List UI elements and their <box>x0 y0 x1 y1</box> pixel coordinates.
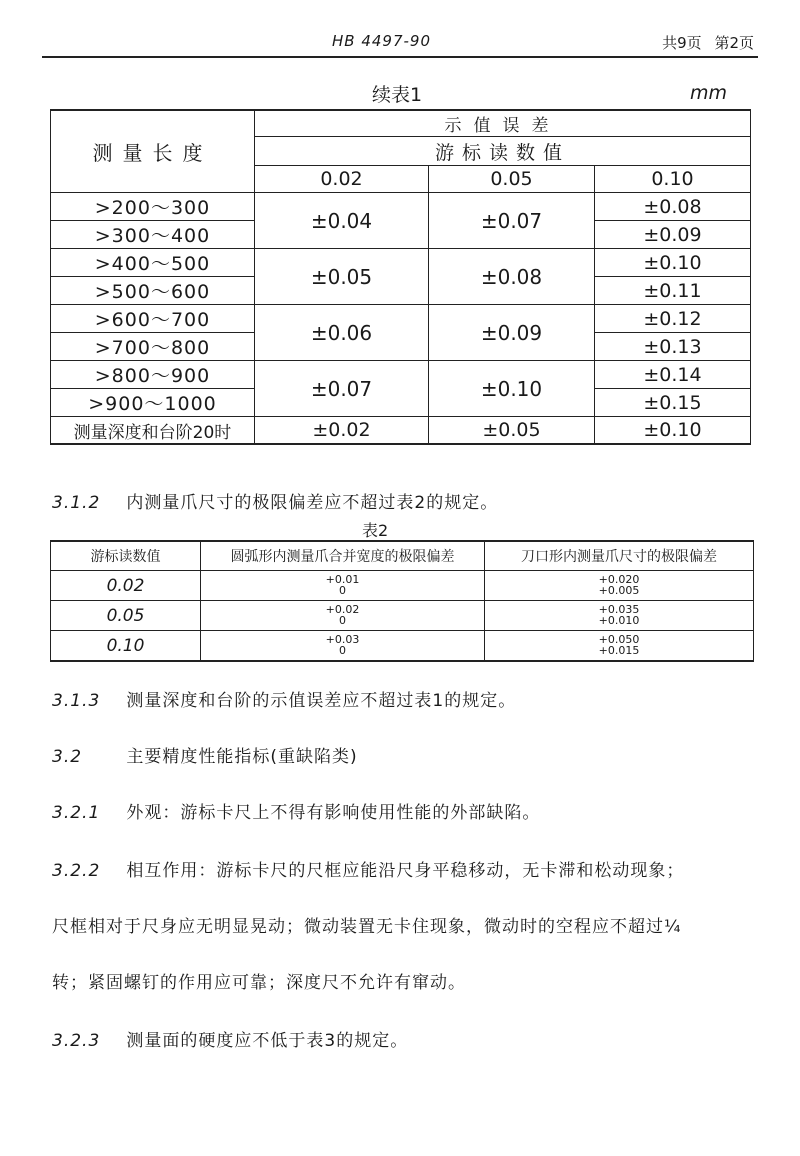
range-cell: >200～300 <box>51 193 255 221</box>
lower-deviation: 0 <box>339 583 346 597</box>
clause-number: 3.2.2 <box>52 861 101 881</box>
error-cell: ±0.13 <box>595 333 751 361</box>
error-cell: ±0.10 <box>595 249 751 277</box>
error-cell: ±0.15 <box>595 389 751 417</box>
clause-text: 相互作用：游标卡尺的尺框应能沿尺身平稳移动，无卡滞和松动现象； <box>126 861 685 881</box>
clause-text: 外观：游标卡尺上不得有影响使用性能的外部缺陷。 <box>126 803 541 823</box>
table1-caption: 续表1 <box>372 84 423 106</box>
clause-3-1-2 <box>52 488 498 513</box>
total-pages: 共9页 <box>662 34 702 52</box>
upper-deviation: +0.03 <box>325 632 360 646</box>
error-cell: ±0.08 <box>595 193 751 221</box>
error-cell: ±0.11 <box>595 277 751 305</box>
range-cell: >900～1000 <box>51 389 255 417</box>
t2-reading: 0.10 <box>51 631 201 662</box>
upper-deviation: +0.050 <box>598 632 640 646</box>
error-cell: ±0.14 <box>595 361 751 389</box>
t2-arc-tolerance <box>201 631 485 662</box>
page-header <box>42 28 758 58</box>
page-info <box>654 32 754 53</box>
t2-header-reading: 游标读数值 <box>51 541 201 571</box>
error-cell: ±0.09 <box>595 221 751 249</box>
t2-knife-tolerance <box>485 571 754 601</box>
error-cell: ±0.05 <box>255 249 429 305</box>
error-cell: ±0.06 <box>255 305 429 361</box>
t2-arc-tolerance <box>201 601 485 631</box>
depth-step-label: 测量深度和台阶20时 <box>51 417 255 445</box>
group-header-error: 示值误差 <box>255 110 751 137</box>
clause-text: 主要精度性能指标(重缺陷类) <box>126 747 358 767</box>
clause-number: 3.2 <box>52 747 83 767</box>
clause-3-2 <box>52 742 358 767</box>
t2-knife-tolerance <box>485 601 754 631</box>
error-cell: ±0.10 <box>429 361 595 417</box>
clause-text: 内测量爪尺寸的极限偏差应不超过表2的规定。 <box>126 493 499 513</box>
lower-deviation: 0 <box>339 643 346 657</box>
clause-3-2-2-line2: 尺框相对于尺身应无明显晃动；微动装置无卡住现象，微动时的空程应不超过¼ <box>52 917 682 937</box>
sub-header-reading: 游标读数值 <box>255 137 751 166</box>
t2-arc-tolerance <box>201 571 485 601</box>
upper-deviation: +0.035 <box>598 602 640 616</box>
error-cell: ±0.02 <box>255 417 429 445</box>
error-cell: ±0.10 <box>595 417 751 445</box>
error-cell: ±0.09 <box>429 305 595 361</box>
range-cell: >300～400 <box>51 221 255 249</box>
error-cell: ±0.07 <box>429 193 595 249</box>
error-cell: ±0.07 <box>255 361 429 417</box>
clause-number: 3.2.1 <box>52 803 101 823</box>
range-cell: >700～800 <box>51 333 255 361</box>
table1-unit: mm <box>690 82 728 104</box>
upper-deviation: +0.020 <box>598 572 640 586</box>
t2-knife-tolerance <box>485 631 754 662</box>
lower-deviation: +0.010 <box>598 613 640 627</box>
clause-text: 测量深度和台阶的示值误差应不超过表1的规定。 <box>126 691 517 711</box>
lower-deviation: +0.005 <box>598 583 640 597</box>
table2-tolerance-table <box>50 540 754 662</box>
clause-text: 测量面的硬度应不低于表3的规定。 <box>126 1031 409 1051</box>
upper-deviation: +0.02 <box>325 602 360 616</box>
upper-deviation: +0.01 <box>325 572 360 586</box>
t2-reading: 0.05 <box>51 601 201 631</box>
clause-3-2-1 <box>52 798 540 823</box>
error-cell: ±0.08 <box>429 249 595 305</box>
lower-deviation: 0 <box>339 613 346 627</box>
lower-deviation: +0.015 <box>598 643 640 657</box>
error-cell: ±0.12 <box>595 305 751 333</box>
clause-3-2-3 <box>52 1026 408 1051</box>
t2-reading: 0.02 <box>51 571 201 601</box>
clause-3-2-2-line3: 转；紧固螺钉的作用应可靠；深度尺不允许有窜动。 <box>52 973 466 993</box>
reading-value-2: 0.10 <box>595 166 751 193</box>
range-cell: >800～900 <box>51 361 255 389</box>
error-cell: ±0.05 <box>429 417 595 445</box>
clause-number: 3.1.2 <box>52 493 101 513</box>
clause-number: 3.2.3 <box>52 1031 101 1051</box>
range-cell: >600～700 <box>51 305 255 333</box>
clause-number: 3.1.3 <box>52 691 101 711</box>
t2-header-arc: 圆弧形内测量爪合并宽度的极限偏差 <box>201 541 485 571</box>
reading-value-0: 0.02 <box>255 166 429 193</box>
error-cell: ±0.04 <box>255 193 429 249</box>
clause-3-1-3 <box>52 686 516 711</box>
page-number: 第2页 <box>714 34 754 52</box>
table2-caption: 表2 <box>362 521 389 540</box>
clause-3-2-2 <box>52 856 684 881</box>
table1-error-table <box>50 109 751 445</box>
t2-header-knife: 刀口形内测量爪尺寸的极限偏差 <box>485 541 754 571</box>
reading-value-1: 0.05 <box>429 166 595 193</box>
range-cell: >500～600 <box>51 277 255 305</box>
col-header-measure-length: 测量长度 <box>51 110 255 193</box>
range-cell: >400～500 <box>51 249 255 277</box>
standard-number: HB 4497-90 <box>332 32 432 50</box>
